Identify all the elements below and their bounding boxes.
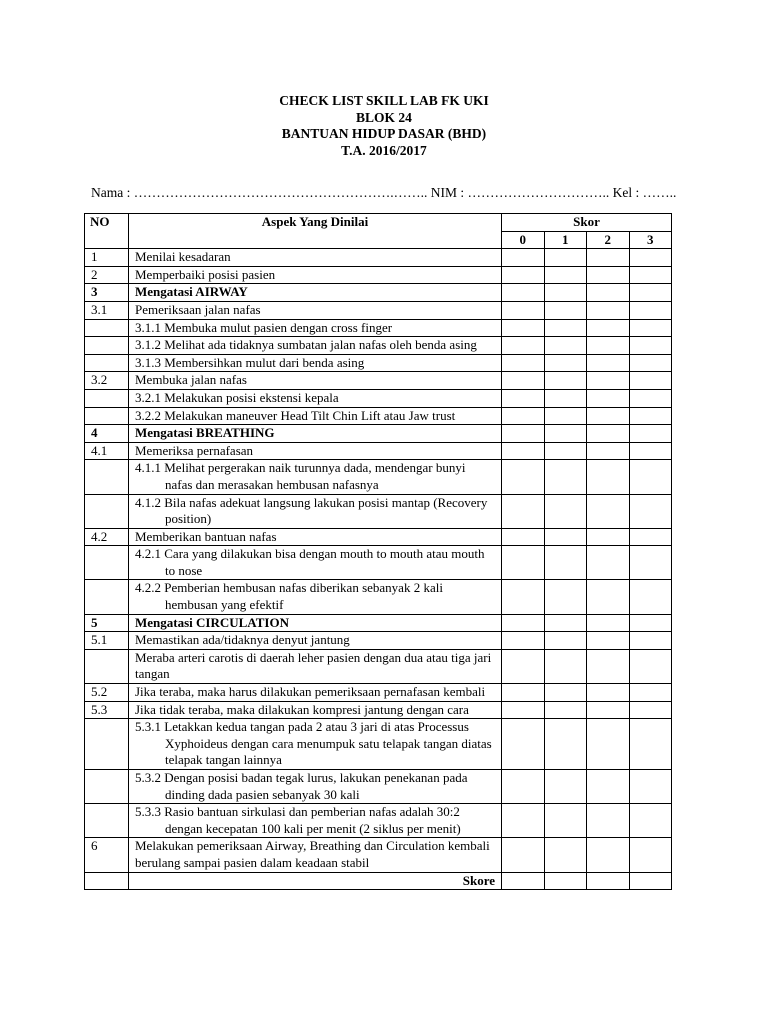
table-row (85, 425, 672, 443)
row-aspek-cell (129, 337, 502, 355)
score-cell-2[interactable] (587, 528, 630, 546)
score-cell-1[interactable] (544, 460, 587, 494)
score-cell-2[interactable] (587, 719, 630, 770)
score-cell-3[interactable] (629, 301, 672, 319)
row-aspek-text: 3.2.2 Melakukan maneuver Head Tilt Chin Lift atau Jaw trust (135, 407, 456, 423)
score-cell-0[interactable] (502, 719, 545, 770)
row-number (85, 804, 129, 838)
score-cell-3[interactable] (629, 249, 672, 267)
row-aspek-text: 3.1.2 Melihat ada tidaknya sumbatan jalan nafas oleh benda asing (135, 337, 477, 353)
score-cell-2[interactable] (587, 407, 630, 425)
score-cell-1[interactable] (544, 319, 587, 337)
checklist-table (84, 213, 672, 890)
title-line-1: CHECK LIST SKILL LAB FK UKI (279, 93, 489, 108)
total-row-no (85, 872, 129, 890)
score-cell-0[interactable] (502, 614, 545, 632)
total-score-0[interactable] (502, 872, 545, 890)
row-aspek-text: Membuka jalan nafas (129, 372, 502, 390)
score-cell-0[interactable] (502, 442, 545, 460)
row-aspek-cell (129, 354, 502, 372)
header-skor: Skor (502, 214, 672, 232)
row-number: 3.1 (85, 301, 129, 319)
score-cell-1[interactable] (544, 389, 587, 407)
row-number (85, 319, 129, 337)
row-number: 3 (85, 284, 129, 302)
row-aspek-cell (129, 546, 502, 580)
score-cell-2[interactable] (587, 301, 630, 319)
score-cell-3[interactable] (629, 389, 672, 407)
score-cell-3[interactable] (629, 684, 672, 702)
row-aspek-cell (129, 389, 502, 407)
score-cell-2[interactable] (587, 580, 630, 614)
row-aspek-cell (129, 804, 502, 838)
row-aspek-text: Memperbaiki posisi pasien (129, 266, 502, 284)
row-aspek-text: Memeriksa pernafasan (129, 442, 502, 460)
header-skor-1: 1 (544, 231, 587, 249)
score-cell-2[interactable] (587, 838, 630, 872)
score-cell-1[interactable] (544, 301, 587, 319)
row-number (85, 407, 129, 425)
header-skor-0: 0 (502, 231, 545, 249)
row-aspek-cell (129, 770, 502, 804)
row-number (85, 546, 129, 580)
row-aspek-text: Mengatasi AIRWAY (129, 284, 502, 302)
score-cell-3[interactable] (629, 372, 672, 390)
score-cell-0[interactable] (502, 528, 545, 546)
score-cell-3[interactable] (629, 770, 672, 804)
score-cell-2[interactable] (587, 804, 630, 838)
score-cell-1[interactable] (544, 719, 587, 770)
table-row (85, 389, 672, 407)
score-cell-2[interactable] (587, 614, 630, 632)
score-cell-2[interactable] (587, 372, 630, 390)
total-score-3[interactable] (629, 872, 672, 890)
score-cell-2[interactable] (587, 770, 630, 804)
row-number: 5.1 (85, 632, 129, 650)
row-aspek-cell (129, 460, 502, 494)
row-number: 5.2 (85, 684, 129, 702)
score-cell-3[interactable] (629, 804, 672, 838)
row-aspek-text: 5.3.1 Letakkan kedua tangan pada 2 atau 3 jari di atas Processus Xyphoideus dengan cara menumpuk satu telapak tangan diatas telapak tangan lainnya (135, 719, 492, 768)
score-cell-2[interactable] (587, 389, 630, 407)
row-aspek-text: Pemeriksaan jalan nafas (129, 301, 502, 319)
score-cell-1[interactable] (544, 580, 587, 614)
table-row (85, 838, 672, 872)
title-line-2: BLOK 24 (356, 109, 412, 125)
score-cell-3[interactable] (629, 442, 672, 460)
score-cell-2[interactable] (587, 319, 630, 337)
score-cell-2[interactable] (587, 337, 630, 355)
score-cell-0[interactable] (502, 804, 545, 838)
score-cell-0[interactable] (502, 580, 545, 614)
score-cell-0[interactable] (502, 770, 545, 804)
title-line-3: BANTUAN HIDUP DASAR (BHD) (281, 126, 487, 141)
score-cell-0[interactable] (502, 249, 545, 267)
score-cell-1[interactable] (544, 649, 587, 683)
table-row (85, 337, 672, 355)
row-number: 3.2 (85, 372, 129, 390)
score-cell-3[interactable] (629, 354, 672, 372)
table-row (85, 632, 672, 650)
row-aspek-text: Memberikan bantuan nafas (129, 528, 502, 546)
score-cell-0[interactable] (502, 389, 545, 407)
table-row (85, 284, 672, 302)
score-cell-1[interactable] (544, 494, 587, 528)
row-number: 6 (85, 838, 129, 872)
score-cell-0[interactable] (502, 546, 545, 580)
table-row (85, 804, 672, 838)
table-row (85, 372, 672, 390)
row-aspek-text: 4.2.2 Pemberian hembusan nafas diberikan sebanyak 2 kali hembusan yang efektif (135, 580, 443, 613)
score-cell-1[interactable] (544, 372, 587, 390)
score-cell-3[interactable] (629, 632, 672, 650)
score-cell-1[interactable] (544, 266, 587, 284)
row-aspek-text: 3.1.3 Membersihkan mulut dari benda asing (135, 354, 365, 370)
score-cell-3[interactable] (629, 266, 672, 284)
score-cell-1[interactable] (544, 425, 587, 443)
score-cell-0[interactable] (502, 701, 545, 719)
row-number (85, 580, 129, 614)
header-aspek: Aspek Yang Dinilai (129, 214, 502, 249)
row-aspek-text: 4.1.2 Bila nafas adekuat langsung lakukan posisi mantap (Recovery position) (135, 494, 488, 527)
row-aspek-text: 4.1.1 Melihat pergerakan naik turunnya dada, mendengar bunyi nafas dan merasakan hembusan nafasnya (135, 460, 466, 492)
score-cell-1[interactable] (544, 701, 587, 719)
row-aspek-text: Memastikan ada/tidaknya denyut jantung (129, 632, 502, 650)
score-cell-2[interactable] (587, 460, 630, 494)
row-aspek-text: 3.1.1 Membuka mulut pasien dengan cross finger (135, 319, 393, 335)
score-cell-3[interactable] (629, 719, 672, 770)
table-header-row (85, 214, 672, 232)
score-cell-3[interactable] (629, 528, 672, 546)
score-cell-3[interactable] (629, 580, 672, 614)
score-cell-3[interactable] (629, 284, 672, 302)
score-cell-2[interactable] (587, 684, 630, 702)
table-row (85, 701, 672, 719)
score-cell-0[interactable] (502, 649, 545, 683)
table-row (85, 614, 672, 632)
score-cell-2[interactable] (587, 494, 630, 528)
score-cell-1[interactable] (544, 528, 587, 546)
row-aspek-cell (129, 407, 502, 425)
score-cell-2[interactable] (587, 632, 630, 650)
header-skor-2: 2 (587, 231, 630, 249)
score-cell-1[interactable] (544, 838, 587, 872)
score-cell-2[interactable] (587, 249, 630, 267)
row-aspek-text: 4.2.1 Cara yang dilakukan bisa dengan mouth to mouth atau mouth to nose (135, 546, 485, 578)
score-cell-2[interactable] (587, 284, 630, 302)
score-cell-2[interactable] (587, 442, 630, 460)
score-cell-1[interactable] (544, 337, 587, 355)
score-cell-0[interactable] (502, 319, 545, 337)
score-cell-1[interactable] (544, 804, 587, 838)
identity-fields-line: Nama : ………………………………………………….…….. NIM : ………………………….. Kel : …….. (91, 185, 677, 200)
table-row (85, 719, 672, 770)
row-aspek-cell (129, 319, 502, 337)
total-score-1[interactable] (544, 872, 587, 890)
table-row (85, 442, 672, 460)
total-row (85, 872, 672, 890)
row-aspek-text: 5.3.2 Dengan posisi badan tegak lurus, lakukan penekanan pada dinding dada pasien sebanyak 30 kali (135, 770, 468, 802)
score-cell-0[interactable] (502, 354, 545, 372)
row-number (85, 389, 129, 407)
score-cell-0[interactable] (502, 632, 545, 650)
table-row (85, 684, 672, 702)
table-row (85, 546, 672, 580)
total-score-2[interactable] (587, 872, 630, 890)
score-cell-0[interactable] (502, 425, 545, 443)
score-cell-0[interactable] (502, 266, 545, 284)
score-cell-1[interactable] (544, 442, 587, 460)
score-cell-2[interactable] (587, 649, 630, 683)
score-cell-1[interactable] (544, 249, 587, 267)
score-cell-0[interactable] (502, 838, 545, 872)
document-title (0, 93, 768, 159)
row-aspek-text: 3.2.1 Melakukan posisi ekstensi kepala (135, 389, 339, 405)
row-number (85, 354, 129, 372)
score-cell-3[interactable] (629, 614, 672, 632)
score-cell-2[interactable] (587, 425, 630, 443)
row-aspek-cell (129, 494, 502, 528)
row-number: 2 (85, 266, 129, 284)
table-row (85, 301, 672, 319)
score-cell-3[interactable] (629, 546, 672, 580)
table-row (85, 770, 672, 804)
score-cell-1[interactable] (544, 407, 587, 425)
table-row (85, 407, 672, 425)
score-cell-1[interactable] (544, 284, 587, 302)
score-cell-3[interactable] (629, 494, 672, 528)
score-cell-1[interactable] (544, 684, 587, 702)
score-cell-1[interactable] (544, 546, 587, 580)
table-row (85, 266, 672, 284)
row-aspek-cell (129, 719, 502, 770)
score-cell-3[interactable] (629, 460, 672, 494)
score-cell-1[interactable] (544, 354, 587, 372)
row-number: 4.1 (85, 442, 129, 460)
score-cell-3[interactable] (629, 838, 672, 872)
row-aspek-text: Jika tidak teraba, maka dilakukan kompresi jantung dengan cara (129, 701, 502, 719)
score-cell-0[interactable] (502, 460, 545, 494)
table-row (85, 494, 672, 528)
score-cell-0[interactable] (502, 284, 545, 302)
score-cell-3[interactable] (629, 701, 672, 719)
table-row (85, 528, 672, 546)
row-number: 5 (85, 614, 129, 632)
score-cell-0[interactable] (502, 407, 545, 425)
score-cell-2[interactable] (587, 701, 630, 719)
score-cell-2[interactable] (587, 266, 630, 284)
table-row (85, 354, 672, 372)
row-aspek-text: Mengatasi BREATHING (129, 425, 502, 443)
score-cell-3[interactable] (629, 319, 672, 337)
row-aspek-text: Melakukan pemeriksaan Airway, Breathing dan Circulation kembali berulang sampai pasien dalam keadaan stabil (129, 838, 502, 872)
row-aspek-text: Jika teraba, maka harus dilakukan pemeriksaan pernafasan kembali (129, 684, 502, 702)
row-number (85, 719, 129, 770)
row-number (85, 337, 129, 355)
score-cell-3[interactable] (629, 407, 672, 425)
score-cell-0[interactable] (502, 684, 545, 702)
row-aspek-text: Mengatasi CIRCULATION (129, 614, 502, 632)
title-line-4: T.A. 2016/2017 (341, 142, 427, 158)
header-skor-3: 3 (629, 231, 672, 249)
header-no: NO (85, 214, 129, 249)
table-row (85, 460, 672, 494)
score-cell-0[interactable] (502, 337, 545, 355)
row-number (85, 770, 129, 804)
row-number: 1 (85, 249, 129, 267)
score-cell-1[interactable] (544, 770, 587, 804)
score-cell-0[interactable] (502, 301, 545, 319)
score-cell-3[interactable] (629, 337, 672, 355)
row-number (85, 494, 129, 528)
checklist-body (85, 249, 672, 872)
row-number (85, 649, 129, 683)
row-aspek-text: 5.3.3 Rasio bantuan sirkulasi dan pemberian nafas adalah 30:2 dengan kecepatan 100 kali per menit (2 siklus per menit) (135, 804, 461, 836)
row-number: 4 (85, 425, 129, 443)
table-row (85, 649, 672, 683)
table-row (85, 580, 672, 614)
score-cell-2[interactable] (587, 546, 630, 580)
score-cell-3[interactable] (629, 649, 672, 683)
score-cell-0[interactable] (502, 494, 545, 528)
score-cell-3[interactable] (629, 425, 672, 443)
row-number: 5.3 (85, 701, 129, 719)
table-row (85, 319, 672, 337)
row-aspek-text: Meraba arteri carotis di daerah leher pasien dengan dua atau tiga jari tangan (129, 649, 502, 683)
row-number: 4.2 (85, 528, 129, 546)
row-aspek-cell (129, 580, 502, 614)
table-row (85, 249, 672, 267)
score-cell-0[interactable] (502, 372, 545, 390)
score-cell-1[interactable] (544, 614, 587, 632)
total-label: Skore (129, 872, 502, 890)
score-cell-2[interactable] (587, 354, 630, 372)
row-number (85, 460, 129, 494)
score-cell-1[interactable] (544, 632, 587, 650)
row-aspek-text: Menilai kesadaran (129, 249, 502, 267)
